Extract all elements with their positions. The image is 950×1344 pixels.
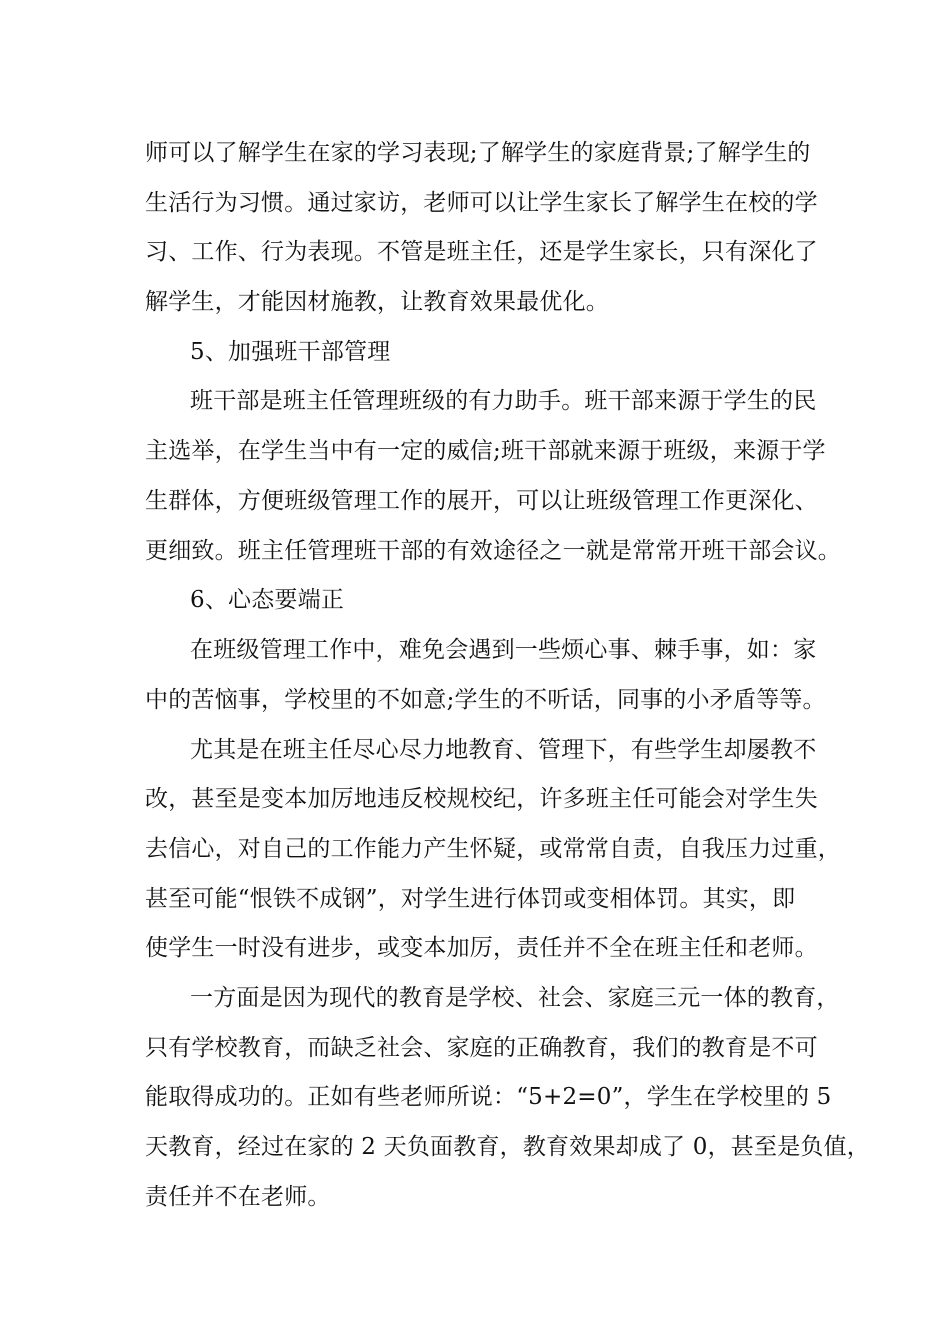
text-line-6: 班干部是班主任管理班级的有力助手。班干部来源于学生的民 — [190, 388, 817, 414]
text-line-20: 能取得成功的。正如有些老师所说：“5+2=0”，学生在学校里的 5 — [145, 1084, 832, 1110]
text-line-9: 更细致。班主任管理班干部的有效途径之一就是常常开班干部会议。 — [145, 538, 841, 564]
section-heading-5: 5、加强班干部管理 — [190, 339, 391, 365]
text-line-4: 解学生，才能因材施教，让教育效果最优化。 — [145, 289, 609, 315]
text-line-1: 师可以了解学生在家的学习表现;了解学生的家庭背景;了解学生的 — [145, 140, 811, 166]
text-line-7: 主选举，在学生当中有一定的威信;班干部就来源于班级，来源于学 — [145, 438, 826, 464]
text-line-17: 使学生一时没有进步，或变本加厉，责任并不全在班主任和老师。 — [145, 935, 818, 961]
text-line-8: 生群体，方便班级管理工作的展开，可以让班级管理工作更深化、 — [145, 488, 818, 514]
text-line-11: 在班级管理工作中，难免会遇到一些烦心事、棘手事，如：家 — [190, 637, 817, 663]
text-line-15: 去信心，对自己的工作能力产生怀疑，或常常自责，自我压力过重， — [145, 836, 841, 862]
text-line-18: 一方面是因为现代的教育是学校、社会、家庭三元一体的教育， — [190, 985, 840, 1011]
text-line-3: 习、工作、行为表现。不管是班主任，还是学生家长，只有深化了 — [145, 239, 818, 265]
text-line-2: 生活行为习惯。通过家访，老师可以让学生家长了解学生在校的学 — [145, 190, 818, 216]
text-line-22: 责任并不在老师。 — [145, 1184, 331, 1210]
text-line-19: 只有学校教育，而缺乏社会、家庭的正确教育，我们的教育是不可 — [145, 1035, 818, 1061]
text-line-13: 尤其是在班主任尽心尽力地教育、管理下，有些学生却屡教不 — [190, 737, 817, 763]
text-line-21: 天教育，经过在家的 2 天负面教育，教育效果却成了 0，甚至是负值， — [145, 1134, 870, 1160]
text-line-16: 甚至可能“恨铁不成钢”，对学生进行体罚或变相体罚。其实，即 — [145, 886, 796, 912]
text-line-14: 改，甚至是变本加厉地违反校规校纪，许多班主任可能会对学生失 — [145, 786, 818, 812]
text-line-12: 中的苦恼事，学校里的不如意;学生的不听话，同事的小矛盾等等。 — [145, 687, 826, 713]
section-heading-6: 6、心态要端正 — [190, 587, 345, 613]
